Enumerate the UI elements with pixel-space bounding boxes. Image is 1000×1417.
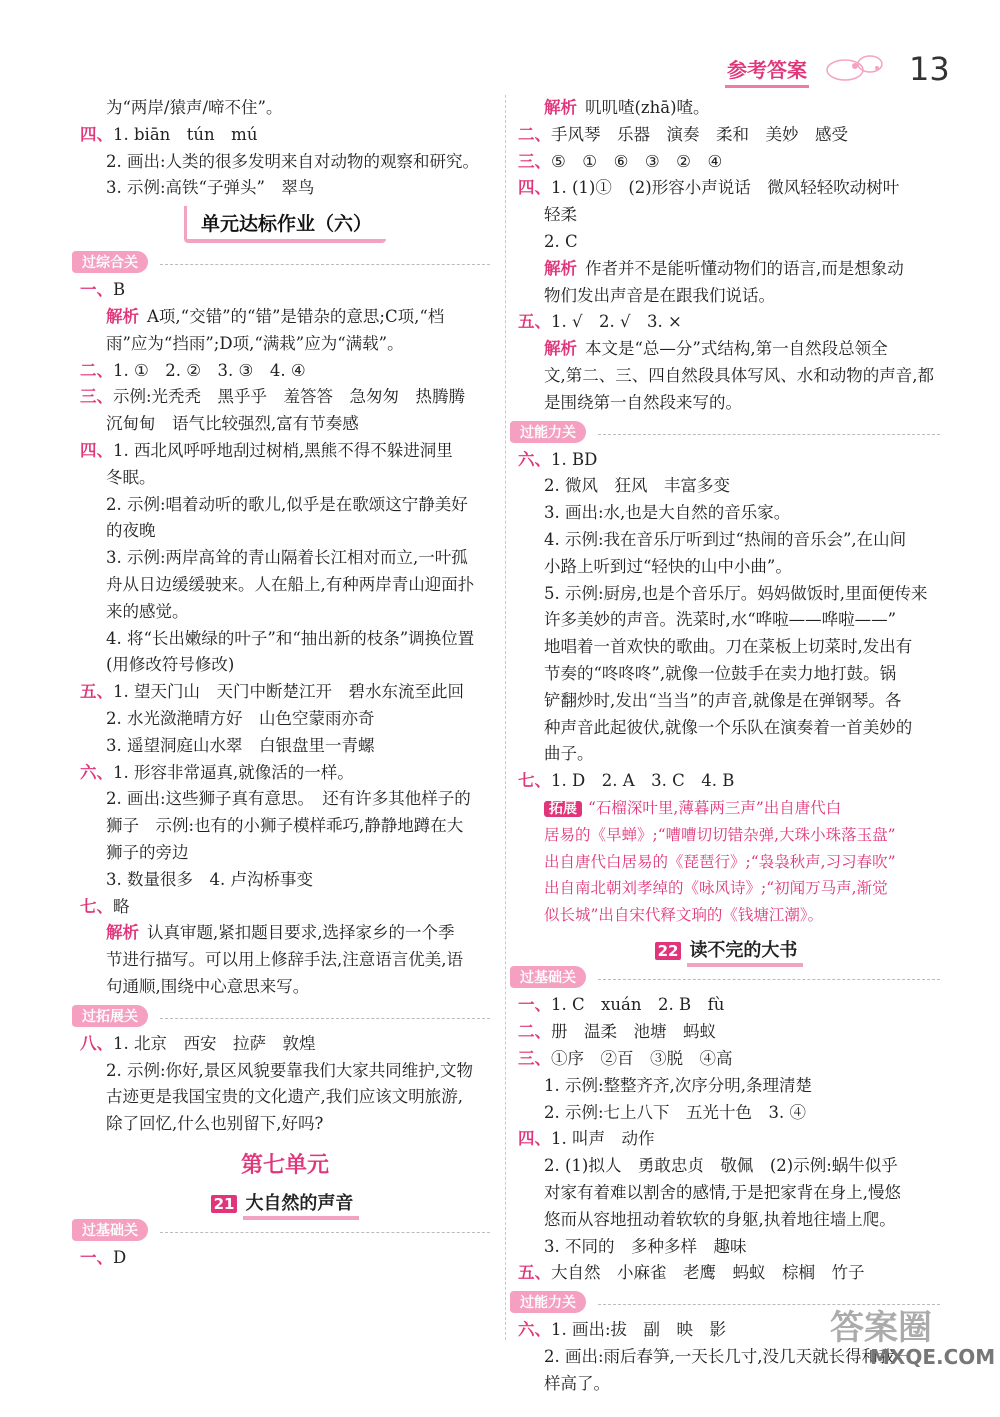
answer-text: 的夜晚: [106, 521, 156, 541]
answer-text: 1. BD: [551, 449, 598, 469]
answer-text: 1. 北京 西安 拉萨 敦煌: [113, 1033, 316, 1053]
answer-line: [518, 122, 940, 149]
lesson-title: 22 读不完的大书: [518, 936, 940, 962]
expand-note: 拓展 “石榴深叶里,薄暮两三声”出自唐代白 居易的《早蝉》;“嘈嘈切切错杂弹,大珠小珠落玉盘” 出自唐代白居易的《琵琶行》;“袅袅秋声,习习春吹” 出自南北朝刘孝绰的《咏风诗》;“初闻万马声,渐觉 似长城”出自宋代释文珦的《钱塘江潮》。: [544, 798, 896, 924]
answer-line: [80, 122, 490, 149]
answer-text: 2. C: [544, 231, 578, 251]
question-number: 一、: [518, 995, 551, 1015]
answer-line: [80, 1245, 490, 1272]
answer-line: [80, 149, 490, 176]
answer-line: [518, 741, 940, 768]
answer-text: 狮子 示例:也有的小狮子模样乖巧,静静地蹲在大: [106, 816, 464, 836]
section-tag: 过能力关: [518, 1291, 940, 1313]
answer-line: [80, 465, 490, 492]
answer-line: [518, 229, 940, 256]
answer-text: 铲翻炒时,发出“当当”的声音,就像是在弹钢琴。各: [544, 690, 902, 710]
answer-line: [518, 634, 940, 661]
question-number: 二、: [518, 124, 551, 144]
analysis-label: 解析: [544, 98, 577, 117]
answer-text: 为“两岸/猿声/啼不住”。: [106, 98, 283, 117]
answer-text: 认真审题,紧扣题目要求,选择家乡的一个季: [147, 923, 455, 943]
answer-line: [518, 202, 940, 229]
answer-text: 舟从日边缓缓驶来。人在船上,有种两岸青山迎面扑: [106, 574, 475, 594]
answer-line: [518, 992, 940, 1019]
page-number: 13: [909, 50, 950, 88]
answer-line: [518, 715, 940, 742]
answer-line: [518, 1046, 940, 1073]
answer-text: 3. 数量很多 4. 卢沟桥事变: [106, 869, 313, 889]
answer-line: [80, 438, 490, 465]
answer-text: 2. 画出:这些狮子真有意思。 还有许多其他样子的: [106, 789, 471, 809]
watermark-logo: 答案圈: [830, 1308, 932, 1348]
answer-text: 1. 望天门山 天门中断楚江开 碧水东流至此回: [113, 682, 464, 702]
expand-tag: 拓展: [544, 801, 582, 817]
section-tag: 过基础关: [80, 1219, 490, 1241]
answer-line: [518, 175, 940, 202]
answer-text: B: [113, 280, 126, 300]
answer-line: [80, 733, 490, 760]
left-column: [80, 95, 490, 1272]
answer-text: 示例:光秃秃 黑乎乎 羞答答 急匆匆 热腾腾: [113, 387, 466, 407]
question-number: 六、: [80, 762, 113, 782]
answer-line: [80, 304, 490, 331]
answer-line: [518, 500, 940, 527]
answer-line: [80, 95, 490, 122]
answer-text: 3. 遥望洞庭山水翠 白银盘里一青螺: [106, 735, 375, 755]
answer-line: [518, 688, 940, 715]
answer-text: 3. 画出:水,也是大自然的音乐家。: [544, 503, 791, 523]
answer-line: [518, 581, 940, 608]
answer-text: 2. (1)拟人 勇敢忠贞 敬佩 (2)示例:蜗牛似乎: [544, 1156, 898, 1176]
answer-text: 叽叽喳(zhā)喳。: [585, 98, 710, 117]
watermark-url: MXQE.COM: [870, 1345, 996, 1369]
answer-line: [518, 661, 940, 688]
answer-text: A项,“交错”的“错”是错杂的意思;C项,“档: [147, 306, 445, 326]
answer-line: [80, 331, 490, 358]
answer-line: [80, 760, 490, 787]
answer-line: [80, 545, 490, 572]
answer-text: 句通顺,围绕中心意思来写。: [106, 976, 310, 996]
question-number: 一、: [80, 280, 113, 300]
answer-text: 狮子的旁边: [106, 842, 189, 862]
section-tag: 过基础关: [518, 966, 940, 988]
question-number: 四、: [518, 1129, 551, 1149]
answer-text: 1. 示例:整整齐齐,次序分明,条理清楚: [544, 1075, 813, 1095]
answer-text: 种声音此起彼伏,就像一个乐队在演奏着一首美妙的: [544, 717, 913, 737]
answer-text: 1. 形容非常逼真,就像活的一样。: [113, 762, 354, 782]
question-number: 七、: [518, 771, 551, 791]
answer-line: [80, 492, 490, 519]
right-column: [518, 95, 940, 1398]
answer-text: 3. 不同的 多种多样 趣味: [544, 1236, 747, 1256]
answer-text: 对家有着难以割舍的感情,于是把家背在身上,慢悠: [544, 1183, 901, 1202]
answer-line: [80, 1084, 490, 1111]
answer-text: 2. 水光潋滟晴方好 山色空蒙雨亦奇: [106, 708, 375, 728]
question-number: 三、: [518, 1049, 551, 1069]
question-number: 三、: [80, 387, 113, 407]
question-number: 六、: [518, 449, 551, 469]
answer-line: [80, 786, 490, 813]
answer-line: [80, 947, 490, 974]
answer-text: 册 温柔 池塘 蚂蚁: [551, 1022, 716, 1042]
analysis-label: 解析: [106, 923, 139, 943]
answer-line: [80, 626, 490, 653]
answer-line: [518, 1019, 940, 1046]
answer-line: [518, 1180, 940, 1207]
question-number: 四、: [80, 440, 113, 460]
answer-line: [518, 1073, 940, 1100]
answer-text: 1. C xuán 2. B fù: [551, 995, 725, 1015]
answer-line: [518, 607, 940, 634]
answer-line: [518, 1371, 940, 1398]
answer-line: [80, 652, 490, 679]
answer-text: 1. D 2. A 3. C 4. B: [551, 771, 735, 791]
question-number: 二、: [80, 360, 113, 380]
answer-text: 沉甸甸 语气比较强烈,富有节奏感: [106, 414, 359, 434]
answer-line: [80, 920, 490, 947]
answer-line: [80, 706, 490, 733]
answer-text: 1. ① 2. ② 3. ③ 4. ④: [113, 360, 306, 380]
answer-text: 样高了。: [544, 1373, 610, 1393]
answer-key-label: 参考答案: [725, 54, 809, 88]
answer-line: [80, 867, 490, 894]
answer-line: [80, 572, 490, 599]
answer-text: 冬眠。: [106, 467, 156, 487]
answer-text: 4. 示例:我在音乐厅听到过“热闹的音乐会”,在山间: [544, 529, 907, 549]
answer-text: 2. 微风 狂风 丰富多变: [544, 476, 730, 496]
answer-line: [518, 390, 940, 417]
answer-text: 悠而从容地扭动着软软的身躯,执着地往墙上爬。: [544, 1209, 896, 1229]
question-number: 一、: [80, 1247, 113, 1267]
answer-text: (用修改符号修改): [106, 655, 235, 675]
section-tag: 过拓展关: [80, 1005, 490, 1027]
answer-line: [518, 554, 940, 581]
answer-line: [80, 277, 490, 304]
decoration-icon: [815, 46, 915, 86]
answer-line: [518, 1100, 940, 1127]
analysis-label: 解析: [544, 339, 577, 359]
answer-text: 2. 示例:唱着动听的歌儿,似乎是在歌颂这宁静美好: [106, 494, 468, 514]
answer-line: [80, 599, 490, 626]
answer-line: [518, 256, 940, 283]
answer-line: [518, 447, 940, 474]
answer-text: 3. 示例:两岸高耸的青山隔着长江相对而立,一叶孤: [106, 548, 468, 568]
answer-text: 本文是“总—分”式结构,第一自然段总领全: [585, 339, 888, 359]
question-number: 二、: [518, 1022, 551, 1042]
answer-text: 物们发出声音是在跟我们说话。: [544, 285, 775, 305]
answer-text: 小路上听到过“轻快的山中小曲”。: [544, 556, 792, 576]
answer-text: 1. 叫声 动作: [551, 1129, 655, 1149]
answer-line: [80, 411, 490, 438]
answer-text: 2. 画出:雨后春笋,一天长几寸,没几天就长得和我一: [544, 1346, 912, 1366]
answer-line: [518, 1207, 940, 1234]
answer-text: 轻柔: [544, 205, 577, 225]
answer-text: 手风琴 乐器 演奏 柔和 美妙 感受: [551, 124, 848, 144]
answer-text: 1. 画出:拔 副 映 影: [551, 1320, 727, 1340]
answer-text: 略: [113, 896, 130, 916]
answer-line: [80, 1058, 490, 1085]
answer-text: 节进行描写。可以用上修辞手法,注意语言优美,语: [106, 950, 463, 970]
question-number: 五、: [518, 1263, 551, 1283]
answer-line: [518, 336, 940, 363]
answer-text: 2. 画出:人类的很多发明来自对动物的观察和研究。: [106, 151, 480, 171]
answer-line: [518, 149, 940, 176]
question-number: 三、: [518, 151, 551, 171]
answer-text: 2. 示例:你好,景区风貌要靠我们大家共同维护,文物: [106, 1060, 474, 1080]
answer-line: [518, 309, 940, 336]
answer-line: [80, 1031, 490, 1058]
section-tag: 过能力关: [518, 421, 940, 443]
answer-text: 曲子。: [544, 744, 594, 764]
answer-text: ⑤ ① ⑥ ③ ② ④: [551, 151, 723, 171]
answer-text: 是围绕第一自然段来写的。: [544, 392, 742, 412]
answer-text: 作者并不是能听懂动物们的语言,而是想象动: [585, 258, 904, 278]
answer-line: [518, 1260, 940, 1287]
answer-text: 地唱着一首欢快的歌曲。刀在菜板上切菜时,发出有: [544, 637, 913, 657]
answer-line: [518, 1234, 940, 1261]
question-number: 六、: [518, 1320, 551, 1340]
question-number: 四、: [80, 124, 113, 144]
answer-text: 许多美妙的声音。洗菜时,水“哗啦——哗啦——”: [544, 610, 897, 630]
answer-line: [518, 95, 940, 122]
answer-text: 2. 示例:七上八下 五光十色 3. ④: [544, 1102, 807, 1122]
answer-text: D: [113, 1247, 127, 1267]
answer-text: 1. √ 2. √ 3. ×: [551, 312, 682, 332]
answer-text: 3. 示例:高铁“子弹头” 翠鸟: [106, 178, 315, 198]
answer-text: 节奏的“咚咚咚”,就像一位鼓手在卖力地打鼓。锅: [544, 663, 897, 683]
answer-text: 4. 将“长出嫩绿的叶子”和“抽出新的枝条”调换位置: [106, 628, 475, 648]
answer-text: 雨”应为“挡雨”;D项,“满栽”应为“满载”。: [106, 333, 404, 353]
answer-text: 5. 示例:厨房,也是个音乐厅。妈妈做饭时,里面便传来: [544, 583, 928, 603]
answer-line: [518, 1153, 940, 1180]
question-number: 七、: [80, 896, 113, 916]
answer-line: [80, 894, 490, 921]
answer-text: 除了回忆,什么也别留下,好吗?: [106, 1114, 324, 1134]
answer-line: [80, 840, 490, 867]
column-divider: [505, 95, 506, 1340]
answer-line: [80, 358, 490, 385]
answer-text: ①序 ②百 ③脱 ④高: [551, 1049, 733, 1069]
answer-text: 1. biān tún mú: [113, 124, 258, 144]
lesson-title: 21 大自然的声音: [80, 1189, 490, 1215]
answer-text: 来的感觉。: [106, 601, 189, 621]
analysis-label: 解析: [106, 306, 139, 326]
analysis-label: 解析: [544, 258, 577, 278]
answer-text: 1. (1)① (2)形容小声说话 微风轻轻吹动树叶: [551, 178, 900, 198]
question-number: 四、: [518, 178, 551, 198]
answer-line: [518, 363, 940, 390]
answer-line: [80, 175, 490, 202]
answer-line: [518, 473, 940, 500]
answer-line: [80, 974, 490, 1001]
answer-line: [518, 1126, 940, 1153]
answer-line: [518, 527, 940, 554]
answer-line: [80, 384, 490, 411]
answer-line: [80, 813, 490, 840]
page-header: [725, 46, 985, 96]
answer-line: [518, 283, 940, 310]
answer-line: [80, 518, 490, 545]
answer-text: 大自然 小麻雀 老鹰 蚂蚁 棕榈 竹子: [551, 1263, 865, 1283]
section-tag: 过综合关: [80, 251, 490, 273]
question-number: 五、: [518, 312, 551, 332]
answer-line: [80, 679, 490, 706]
answer-line: [518, 768, 940, 795]
answer-text: 1. 西北风呼呼地刮过树梢,黑熊不得不躲进洞里: [113, 440, 453, 460]
question-number: 五、: [80, 682, 113, 702]
answer-text: 文,第二、三、四自然段具体写风、水和动物的声音,都: [544, 365, 934, 385]
question-number: 八、: [80, 1033, 113, 1053]
answer-text: 古迹更是我国宝贵的文化遗产,我们应该文明旅游,: [106, 1087, 463, 1107]
section-title: 单元达标作业（六）: [80, 206, 490, 243]
answer-line: [80, 1111, 490, 1138]
unit-title: 第七单元: [240, 1152, 329, 1178]
